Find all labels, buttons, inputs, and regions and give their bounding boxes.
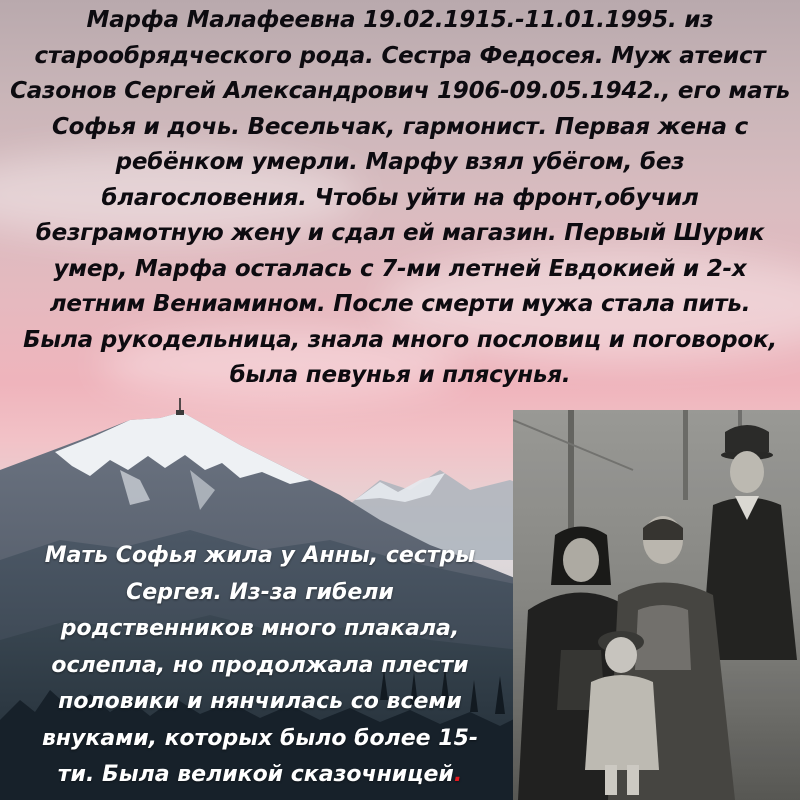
biography-line: Была рукодельница, знала много пословиц и поговорок, <box>23 326 777 353</box>
story-line: внуками, которых было более 15- <box>41 725 479 751</box>
biography-line: была певунья и плясунья. <box>229 362 571 388</box>
story-line: ослепла, но продолжала плести <box>51 652 469 678</box>
biography-text <box>0 3 800 394</box>
story-line-text: ти. Была великой сказочницей <box>57 762 454 787</box>
biography-line: Марфа Малафеевна 19.02.1915.-11.01.1995. из <box>86 7 714 33</box>
story-line: половики и нянчилась со всеми <box>58 689 462 714</box>
family-photo <box>513 410 800 800</box>
biography-line: Сазонов Сергей Александрович 1906-09.05.1942., его мать <box>10 78 790 104</box>
biography-line: летним Вениамином. После смерти мужа стала пить. <box>49 291 751 317</box>
biography-line: благословения. Чтобы уйти на фронт,обучил <box>101 184 699 211</box>
red-period: . <box>453 762 463 787</box>
biography-line: ребёнком умерли. Марфу взял убёгом, без <box>115 149 685 175</box>
biography-line: старообрядческого рода. Сестра Федосея. Муж атеист <box>34 42 766 69</box>
biography-line: Софья и дочь. Весельчак, гармонист. Первая жена с <box>51 113 749 140</box>
story-line: родственников много плакала, <box>60 616 460 641</box>
story-line: Мать Софья жила у Анны, сестры <box>44 543 476 568</box>
story-line-last <box>14 757 506 794</box>
biography-line: умер, Марфа осталась с 7-ми летней Евдокией и 2-х <box>53 255 747 282</box>
biography-line: безграмотную жену и сдал ей магазин. Первый Шурик <box>35 220 765 246</box>
story-line: Сергея. Из-за гибели <box>126 579 394 605</box>
mother-story-text <box>14 538 506 794</box>
